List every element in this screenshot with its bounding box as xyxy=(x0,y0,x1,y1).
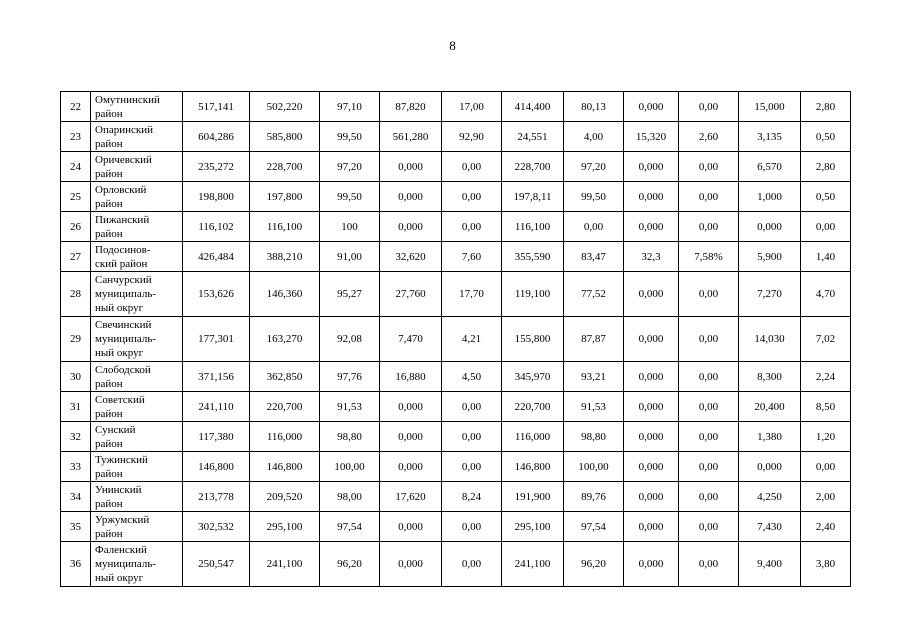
district-name: Сунский район xyxy=(91,422,183,452)
col-3-value: 97,54 xyxy=(320,512,380,542)
row-number: 27 xyxy=(61,242,91,272)
district-name: Советский район xyxy=(91,392,183,422)
col-2-value: 220,700 xyxy=(250,392,320,422)
col-8-value: 0,000 xyxy=(624,512,679,542)
col-10-value: 8,300 xyxy=(739,362,801,392)
col-7-value: 96,20 xyxy=(564,542,624,587)
district-name: Уржумский район xyxy=(91,512,183,542)
col-8-value: 0,000 xyxy=(624,542,679,587)
col-8-value: 0,000 xyxy=(624,317,679,362)
col-9-value: 0,00 xyxy=(679,182,739,212)
col-3-value: 97,10 xyxy=(320,92,380,122)
col-10-value: 6,570 xyxy=(739,152,801,182)
col-10-value: 3,135 xyxy=(739,122,801,152)
col-10-value: 5,900 xyxy=(739,242,801,272)
col-3-value: 100 xyxy=(320,212,380,242)
district-name: Унинский район xyxy=(91,482,183,512)
col-8-value: 0,000 xyxy=(624,482,679,512)
district-name: Свечинский муниципаль- ный округ xyxy=(91,317,183,362)
col-7-value: 98,80 xyxy=(564,422,624,452)
col-4-value: 32,620 xyxy=(380,242,442,272)
col-9-value: 0,00 xyxy=(679,92,739,122)
col-9-value: 0,00 xyxy=(679,272,739,317)
col-10-value: 0,000 xyxy=(739,452,801,482)
col-11-value: 0,50 xyxy=(801,182,851,212)
row-number: 25 xyxy=(61,182,91,212)
col-6-value: 119,100 xyxy=(502,272,564,317)
row-number: 22 xyxy=(61,92,91,122)
row-number: 29 xyxy=(61,317,91,362)
row-number: 33 xyxy=(61,452,91,482)
col-11-value: 8,50 xyxy=(801,392,851,422)
col-10-value: 4,250 xyxy=(739,482,801,512)
col-3-value: 98,80 xyxy=(320,422,380,452)
col-5-value: 0,00 xyxy=(442,212,502,242)
col-3-value: 99,50 xyxy=(320,182,380,212)
col-6-value: 241,100 xyxy=(502,542,564,587)
col-9-value: 0,00 xyxy=(679,452,739,482)
col-2-value: 209,520 xyxy=(250,482,320,512)
col-10-value: 14,030 xyxy=(739,317,801,362)
col-2-value: 197,800 xyxy=(250,182,320,212)
col-7-value: 80,13 xyxy=(564,92,624,122)
col-8-value: 0,000 xyxy=(624,92,679,122)
col-5-value: 0,00 xyxy=(442,182,502,212)
col-11-value: 4,70 xyxy=(801,272,851,317)
col-4-value: 0,000 xyxy=(380,542,442,587)
col-7-value: 97,54 xyxy=(564,512,624,542)
row-number: 36 xyxy=(61,542,91,587)
col-9-value: 0,00 xyxy=(679,317,739,362)
col-4-value: 87,820 xyxy=(380,92,442,122)
col-11-value: 2,00 xyxy=(801,482,851,512)
col-5-value: 7,60 xyxy=(442,242,502,272)
col-7-value: 91,53 xyxy=(564,392,624,422)
row-number: 23 xyxy=(61,122,91,152)
col-9-value: 0,00 xyxy=(679,422,739,452)
table-row xyxy=(61,452,851,482)
col-6-value: 355,590 xyxy=(502,242,564,272)
col-6-value: 146,800 xyxy=(502,452,564,482)
district-name: Опаринский район xyxy=(91,122,183,152)
row-number: 31 xyxy=(61,392,91,422)
row-number: 30 xyxy=(61,362,91,392)
col-5-value: 0,00 xyxy=(442,452,502,482)
table-row xyxy=(61,482,851,512)
district-name: Оричевский район xyxy=(91,152,183,182)
col-2-value: 146,800 xyxy=(250,452,320,482)
col-2-value: 116,000 xyxy=(250,422,320,452)
row-number: 28 xyxy=(61,272,91,317)
table-body xyxy=(61,92,851,587)
col-11-value: 2,40 xyxy=(801,512,851,542)
col-6-value: 24,551 xyxy=(502,122,564,152)
row-number: 35 xyxy=(61,512,91,542)
row-number: 34 xyxy=(61,482,91,512)
col-6-value: 345,970 xyxy=(502,362,564,392)
col-5-value: 4,21 xyxy=(442,317,502,362)
col-5-value: 0,00 xyxy=(442,422,502,452)
col-5-value: 0,00 xyxy=(442,152,502,182)
col-2-value: 388,210 xyxy=(250,242,320,272)
col-5-value: 17,00 xyxy=(442,92,502,122)
col-8-value: 32,3 xyxy=(624,242,679,272)
table-row xyxy=(61,92,851,122)
col-11-value: 7,02 xyxy=(801,317,851,362)
col-1-value: 213,778 xyxy=(183,482,250,512)
table-row xyxy=(61,512,851,542)
page-number: 8 xyxy=(449,38,456,53)
col-2-value: 585,800 xyxy=(250,122,320,152)
col-3-value: 97,20 xyxy=(320,152,380,182)
district-name: Фаленский муниципаль- ный округ xyxy=(91,542,183,587)
col-1-value: 302,532 xyxy=(183,512,250,542)
table-row xyxy=(61,272,851,317)
col-7-value: 83,47 xyxy=(564,242,624,272)
col-8-value: 0,000 xyxy=(624,362,679,392)
col-3-value: 96,20 xyxy=(320,542,380,587)
col-2-value: 228,700 xyxy=(250,152,320,182)
col-7-value: 99,50 xyxy=(564,182,624,212)
col-7-value: 77,52 xyxy=(564,272,624,317)
col-7-value: 87,87 xyxy=(564,317,624,362)
col-11-value: 2,80 xyxy=(801,152,851,182)
col-5-value: 0,00 xyxy=(442,512,502,542)
col-3-value: 99,50 xyxy=(320,122,380,152)
col-4-value: 0,000 xyxy=(380,212,442,242)
col-3-value: 100,00 xyxy=(320,452,380,482)
table-row xyxy=(61,317,851,362)
col-6-value: 155,800 xyxy=(502,317,564,362)
col-4-value: 561,280 xyxy=(380,122,442,152)
col-4-value: 16,880 xyxy=(380,362,442,392)
col-7-value: 89,76 xyxy=(564,482,624,512)
table-row xyxy=(61,542,851,587)
row-number: 26 xyxy=(61,212,91,242)
col-11-value: 0,00 xyxy=(801,452,851,482)
col-2-value: 502,220 xyxy=(250,92,320,122)
col-8-value: 0,000 xyxy=(624,152,679,182)
district-name: Тужинский район xyxy=(91,452,183,482)
col-1-value: 371,156 xyxy=(183,362,250,392)
col-1-value: 116,102 xyxy=(183,212,250,242)
row-number: 32 xyxy=(61,422,91,452)
col-6-value: 414,400 xyxy=(502,92,564,122)
col-5-value: 17,70 xyxy=(442,272,502,317)
col-1-value: 117,380 xyxy=(183,422,250,452)
col-7-value: 0,00 xyxy=(564,212,624,242)
col-6-value: 197,8,11 xyxy=(502,182,564,212)
col-8-value: 0,000 xyxy=(624,272,679,317)
col-11-value: 0,00 xyxy=(801,212,851,242)
col-4-value: 17,620 xyxy=(380,482,442,512)
col-8-value: 0,000 xyxy=(624,392,679,422)
district-name: Орловский район xyxy=(91,182,183,212)
col-7-value: 100,00 xyxy=(564,452,624,482)
table-row xyxy=(61,422,851,452)
col-3-value: 95,27 xyxy=(320,272,380,317)
col-4-value: 0,000 xyxy=(380,452,442,482)
col-8-value: 0,000 xyxy=(624,182,679,212)
col-8-value: 0,000 xyxy=(624,452,679,482)
col-9-value: 0,00 xyxy=(679,152,739,182)
col-10-value: 7,270 xyxy=(739,272,801,317)
col-1-value: 426,484 xyxy=(183,242,250,272)
col-11-value: 3,80 xyxy=(801,542,851,587)
col-5-value: 92,90 xyxy=(442,122,502,152)
district-name: Пижанский район xyxy=(91,212,183,242)
col-6-value: 228,700 xyxy=(502,152,564,182)
col-1-value: 250,547 xyxy=(183,542,250,587)
col-1-value: 146,800 xyxy=(183,452,250,482)
col-1-value: 198,800 xyxy=(183,182,250,212)
col-10-value: 7,430 xyxy=(739,512,801,542)
col-2-value: 116,100 xyxy=(250,212,320,242)
col-10-value: 15,000 xyxy=(739,92,801,122)
col-10-value: 9,400 xyxy=(739,542,801,587)
col-1-value: 517,141 xyxy=(183,92,250,122)
col-4-value: 7,470 xyxy=(380,317,442,362)
district-name: Слободской район xyxy=(91,362,183,392)
table-row xyxy=(61,392,851,422)
table-row xyxy=(61,182,851,212)
district-table xyxy=(60,91,851,587)
col-3-value: 92,08 xyxy=(320,317,380,362)
col-4-value: 0,000 xyxy=(380,512,442,542)
col-11-value: 2,24 xyxy=(801,362,851,392)
col-9-value: 0,00 xyxy=(679,542,739,587)
col-4-value: 27,760 xyxy=(380,272,442,317)
col-11-value: 2,80 xyxy=(801,92,851,122)
col-10-value: 0,000 xyxy=(739,212,801,242)
col-5-value: 0,00 xyxy=(442,542,502,587)
col-1-value: 604,286 xyxy=(183,122,250,152)
col-9-value: 0,00 xyxy=(679,482,739,512)
col-6-value: 191,900 xyxy=(502,482,564,512)
col-7-value: 4,00 xyxy=(564,122,624,152)
col-1-value: 235,272 xyxy=(183,152,250,182)
col-2-value: 362,850 xyxy=(250,362,320,392)
col-8-value: 0,000 xyxy=(624,212,679,242)
col-3-value: 97,76 xyxy=(320,362,380,392)
district-name: Омутнинский район xyxy=(91,92,183,122)
col-4-value: 0,000 xyxy=(380,182,442,212)
col-2-value: 295,100 xyxy=(250,512,320,542)
col-4-value: 0,000 xyxy=(380,392,442,422)
table-row xyxy=(61,152,851,182)
district-name: Санчурский муниципаль- ный округ xyxy=(91,272,183,317)
col-9-value: 7,58% xyxy=(679,242,739,272)
col-9-value: 0,00 xyxy=(679,212,739,242)
col-11-value: 1,20 xyxy=(801,422,851,452)
col-2-value: 241,100 xyxy=(250,542,320,587)
col-11-value: 0,50 xyxy=(801,122,851,152)
col-11-value: 1,40 xyxy=(801,242,851,272)
col-5-value: 4,50 xyxy=(442,362,502,392)
col-1-value: 241,110 xyxy=(183,392,250,422)
col-9-value: 2,60 xyxy=(679,122,739,152)
col-6-value: 295,100 xyxy=(502,512,564,542)
table-row xyxy=(61,362,851,392)
col-9-value: 0,00 xyxy=(679,362,739,392)
col-5-value: 0,00 xyxy=(442,392,502,422)
col-10-value: 1,380 xyxy=(739,422,801,452)
col-9-value: 0,00 xyxy=(679,392,739,422)
col-7-value: 93,21 xyxy=(564,362,624,392)
col-4-value: 0,000 xyxy=(380,422,442,452)
table-row xyxy=(61,122,851,152)
col-6-value: 220,700 xyxy=(502,392,564,422)
col-10-value: 20,400 xyxy=(739,392,801,422)
col-6-value: 116,100 xyxy=(502,212,564,242)
col-3-value: 91,00 xyxy=(320,242,380,272)
table-row xyxy=(61,212,851,242)
col-3-value: 91,53 xyxy=(320,392,380,422)
col-7-value: 97,20 xyxy=(564,152,624,182)
col-6-value: 116,000 xyxy=(502,422,564,452)
col-8-value: 0,000 xyxy=(624,422,679,452)
col-1-value: 177,301 xyxy=(183,317,250,362)
col-10-value: 1,000 xyxy=(739,182,801,212)
col-1-value: 153,626 xyxy=(183,272,250,317)
col-2-value: 163,270 xyxy=(250,317,320,362)
col-3-value: 98,00 xyxy=(320,482,380,512)
col-9-value: 0,00 xyxy=(679,512,739,542)
table-row xyxy=(61,242,851,272)
col-4-value: 0,000 xyxy=(380,152,442,182)
col-2-value: 146,360 xyxy=(250,272,320,317)
col-5-value: 8,24 xyxy=(442,482,502,512)
col-8-value: 15,320 xyxy=(624,122,679,152)
district-name: Подосинов- ский район xyxy=(91,242,183,272)
row-number: 24 xyxy=(61,152,91,182)
